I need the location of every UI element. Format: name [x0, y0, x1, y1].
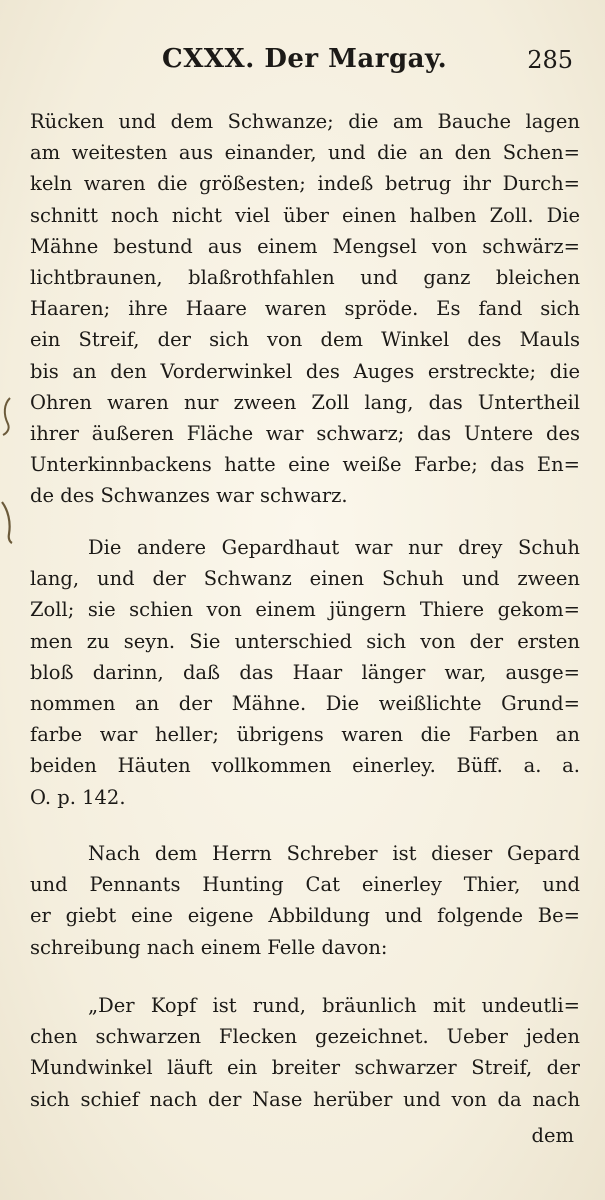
- catchword: dem: [531, 1124, 574, 1147]
- text-line: Rücken und dem Schwanze; die am Bauche lagen: [30, 110, 580, 133]
- text-line: Die andere Gepardhaut war nur drey Schuh: [88, 536, 580, 559]
- margin-mark-icon: [0, 396, 14, 436]
- text-line: Mundwinkel läuft ein breiter schwarzer Streif, der: [30, 1056, 580, 1080]
- text-line: bloß darinn, daß das Haar länger war, ausge=: [30, 660, 580, 684]
- text-line: Mähne bestund aus einem Mengsel von schwärz=: [30, 234, 580, 258]
- text-line: ein Streif, der sich von dem Winkel des Mauls: [30, 328, 580, 352]
- page-number: 285: [527, 46, 573, 74]
- text-line: schreibung nach einem Felle davon:: [30, 935, 388, 959]
- text-line: und Pennants Hunting Cat einerley Thier, und: [30, 873, 580, 897]
- paragraph-1: [30, 106, 580, 511]
- paragraph-3: [30, 838, 580, 963]
- text-line: Nach dem Herrn Schreber ist dieser Gepard: [88, 842, 580, 865]
- text-line: er giebt eine eigene Abbildung und folgende Be=: [30, 904, 580, 928]
- page-header: [0, 44, 605, 84]
- text-line: de des Schwanzes war schwarz.: [30, 484, 348, 508]
- margin-mark-icon: [0, 500, 14, 544]
- text-line: bis an den Vorderwinkel des Auges erstreckte; die: [30, 359, 580, 383]
- text-line: Zoll; sie schien von einem jüngern Thiere gekom=: [30, 598, 580, 622]
- text-line: men zu seyn. Sie unterschied sich von der ersten: [30, 629, 580, 653]
- text-line: nommen an der Mähne. Die weißlichte Grund=: [30, 691, 580, 715]
- text-line: schnitt noch nicht viel über einen halben Zoll. Die: [30, 203, 580, 227]
- text-line: O. p. 142.: [30, 785, 126, 809]
- text-line: lang, und der Schwanz einen Schuh und zween: [30, 567, 580, 591]
- running-head: CXXX. Der Margay.: [162, 44, 448, 74]
- text-line: am weitesten aus einander, und die an den Schen=: [30, 141, 580, 165]
- text-line: lichtbraunen, blaßrothfahlen und ganz bleichen: [30, 265, 580, 289]
- catchword-block: [30, 1120, 580, 1151]
- text-line: Haaren; ihre Haare waren spröde. Es fand sich: [30, 297, 580, 321]
- text-line: beiden Häuten vollkommen einerley. Büff. a. a.: [30, 754, 580, 778]
- text-line: Ohren waren nur zween Zoll lang, das Untertheil: [30, 390, 580, 414]
- text-line: ihrer äußeren Fläche war schwarz; das Untere des: [30, 421, 580, 445]
- paragraph-4: [30, 990, 580, 1115]
- text-line: „Der Kopf ist rund, bräunlich mit undeutli=: [88, 994, 580, 1017]
- text-line: keln waren die größesten; indeß betrug ihr Durch=: [30, 172, 580, 196]
- paragraph-2: [30, 532, 580, 813]
- text-line: chen schwarzen Flecken gezeichnet. Ueber jeden: [30, 1025, 580, 1049]
- text-line: Unterkinnbackens hatte eine weiße Farbe; das En=: [30, 453, 580, 477]
- text-line: sich schief nach der Nase herüber und von da nach: [30, 1087, 580, 1111]
- text-line: farbe war heller; übrigens waren die Farben an: [30, 723, 580, 747]
